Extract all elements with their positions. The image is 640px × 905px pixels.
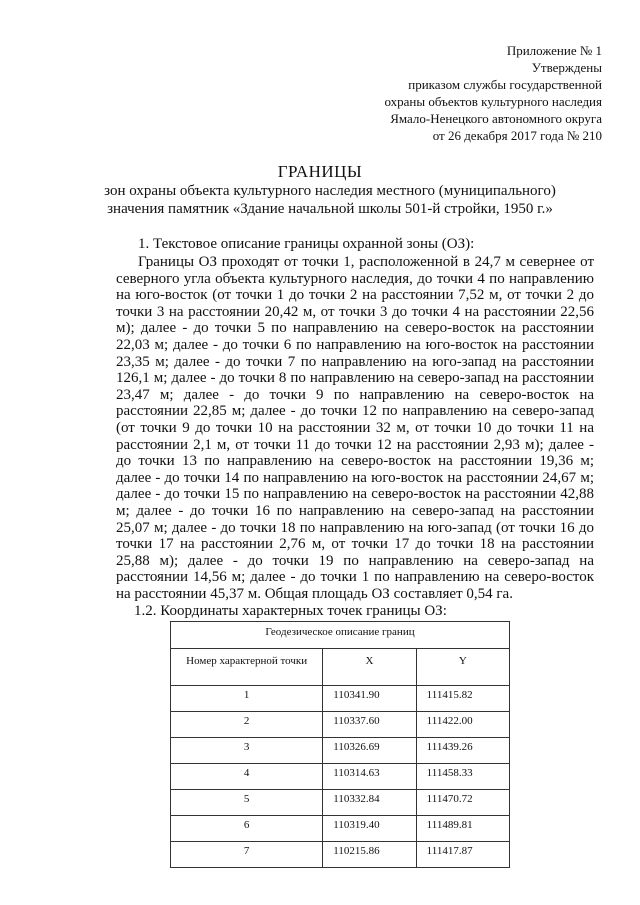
point-y: 111439.26 [416, 738, 509, 764]
point-y: 111417.87 [416, 842, 509, 868]
table-row [171, 686, 510, 712]
point-number: 4 [171, 764, 323, 790]
table-row [171, 764, 510, 790]
table-header-row [171, 649, 510, 686]
point-y: 111458.33 [416, 764, 509, 790]
point-x: 110337.60 [323, 712, 416, 738]
point-y: 111470.72 [416, 790, 509, 816]
point-y: 111422.00 [416, 712, 509, 738]
coordinates-table [170, 621, 510, 868]
point-y: 111489.81 [416, 816, 509, 842]
point-y: 111415.82 [416, 686, 509, 712]
point-number: 6 [171, 816, 323, 842]
table-row [171, 738, 510, 764]
point-x: 110319.40 [323, 816, 416, 842]
table-caption: Геодезическое описание границ [171, 622, 510, 649]
header-x: X [323, 649, 416, 686]
point-x: 110314.63 [323, 764, 416, 790]
approval-date-line: от 26 декабря 2017 года № 210 [432, 128, 602, 143]
point-x: 110341.90 [323, 686, 416, 712]
section-1-heading: 1. Текстовое описание границы охранной зоны (ОЗ): [138, 236, 475, 252]
document-subtitle [60, 182, 600, 218]
document-title: ГРАНИЦЫ [277, 162, 363, 181]
approval-order-line: приказом службы государственной [408, 77, 602, 92]
approval-authority-line: охраны объектов культурного наследия [384, 94, 602, 109]
subtitle-line-2: значения памятник «Здание начальной школы 501-й стройки, 1950 г.» [107, 201, 553, 217]
table-row [171, 842, 510, 868]
approved-label: Утверждены [531, 60, 602, 75]
point-number: 5 [171, 790, 323, 816]
subtitle-line-1: зон охраны объекта культурного наследия местного (муниципального) [104, 183, 556, 199]
point-x: 110215.86 [323, 842, 416, 868]
approval-block [272, 42, 602, 144]
header-y: Y [416, 649, 509, 686]
boundary-description-text: Границы ОЗ проходят от точки 1, расположенной в 24,7 м севернее от северного угла объекта культурного наследия, до точки 4 по направлению на юго-восток (от точки 1 до точки 2 на расстоянии 7,52 м, от точки 2 до точки 3 на расстоянии 20,42 м, от точки 3 до точки 4 на расстоянии 22,56 м); далее - до точки 5 по направлению на северо-восток на расстоянии 22,03 м; далее - до точки 6 по направлению на юго-восток на расстоянии 23,35 м; далее - до точки 7 по направлению на юго-запад на расстоянии 126,1 м; далее - до точки 8 по направлению на северо-запад на расстоянии 23,47 м; далее - до точки 9 по направлению на северо-восток на расстоянии 22,85 м; далее - до точки 12 по направлению на северо-запад (от точки 9 до точки 10 на расстоянии 32 м, от точки 10 до точки 11 на расстоянии 2,1 м, от точки 11 до точки 12 на расстоянии 2,93 м); далее - до точки 13 по направлению на северо-восток на расстоянии 19,36 м; далее - до точки 14 по направлению на юго-восток на расстоянии 24,67 м; далее - до точки 15 по направлению на северо-восток на расстоянии 42,88 м; далее - до точки 16 по направлению на северо-запад на расстоянии 25,07 м; далее - до точки 18 по направлению на юго-запад (от точки 16 до точки 17 на расстоянии 2,76 м, от точки 17 до точки 18 на расстоянии 25,88 м); далее - до точки 19 по направлению на северо-запад на расстоянии 14,56 м; далее - до точки 1 по направлению на северо-восток на расстоянии 45,37 м. Общая площадь ОЗ составляет 0,54 га. [116, 254, 594, 602]
table-row [171, 816, 510, 842]
table-row [171, 790, 510, 816]
header-point-number: Номер характерной точки [171, 649, 323, 686]
point-x: 110326.69 [323, 738, 416, 764]
point-number: 2 [171, 712, 323, 738]
point-number: 7 [171, 842, 323, 868]
appendix-number: Приложение № 1 [506, 43, 602, 58]
table-row [171, 712, 510, 738]
table-caption-row [171, 622, 510, 649]
point-number: 3 [171, 738, 323, 764]
section-2-heading: 1.2. Координаты характерных точек границы ОЗ: [134, 603, 447, 619]
approval-region-line: Ямало-Ненецкого автономного округа [390, 111, 602, 126]
point-x: 110332.84 [323, 790, 416, 816]
point-number: 1 [171, 686, 323, 712]
